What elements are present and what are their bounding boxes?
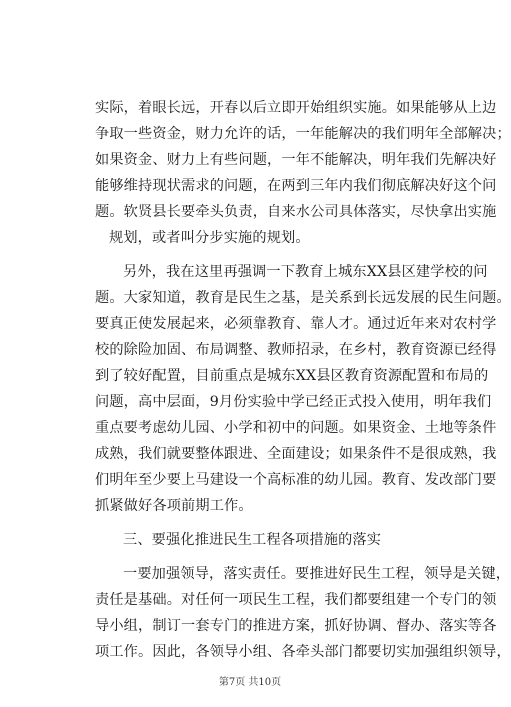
text-line: 们明年至少要上马建设一个高标准的幼儿园。教育、发改部门要 xyxy=(95,472,497,488)
text-line: 实际，着眼长远，开春以后立即开始组织实施。如果能够从上边 xyxy=(95,100,497,116)
text-line: 另外，我在这里再强调一下教育上城东XX县区建学校的问 xyxy=(123,264,488,280)
text-line: 校的除险加固、布局调整、教师招录，在乡村，教育资源已经得 xyxy=(95,342,497,358)
text-line: 项工作。因此，各领导小组、各牵头部门都要切实加强组织领导， xyxy=(95,644,511,660)
text-line: 问题，高中层面，9月份实验中学已经正式投入使用，明年我们 xyxy=(95,394,492,410)
text-line: 责任是基础。对任何一项民生工程，我们都要组建一个专门的领 xyxy=(95,592,497,608)
page-footer: 第7页 共10页 xyxy=(218,677,282,688)
text-line: 成熟，我们就要整体跟进、全面建设；如果条件不是很成熟，我 xyxy=(95,446,497,462)
text-line: 重点要考虑幼儿园、小学和初中的问题。如果资金、土地等条件 xyxy=(95,420,497,436)
text-line: 争取一些资金，财力允许的话，一年能解决的我们明年全部解决； xyxy=(95,126,511,142)
text-line: 如果资金、财力上有些问题，一年不能解决，明年我们先解决好 xyxy=(95,152,497,168)
text-line: 能够维持现状需求的问题，在两到三年内我们彻底解决好这个问 xyxy=(95,178,497,194)
text-line: 到了较好配置，目前重点是城东XX县区教育资源配置和布局的 xyxy=(95,368,489,384)
text-line: 抓紧做好各项前期工作。 xyxy=(95,498,253,514)
document-body xyxy=(95,95,511,665)
text-line: 题。大家知道，教育是民生之基，是关系到长远发展的民生问题。 xyxy=(95,290,511,306)
text-line: 规划，或者叫分步实施的规划。 xyxy=(109,230,310,246)
text-line: 题。软贤县长要牵头负责，自来水公司具体落实，尽快拿出实施 xyxy=(95,204,497,220)
text-line: 导小组，制订一套专门的推进方案，抓好协调、督办、落实等各 xyxy=(95,618,497,634)
text-line: 一要加强领导，落实责任。要推进好民生工程，领导是关键， xyxy=(123,566,511,582)
section-heading: 三、要强化推进民生工程各项措施的落实 xyxy=(123,532,382,548)
text-line: 要真正使发展起来，必须靠教育、靠人才。通过近年来对农村学 xyxy=(95,316,497,332)
